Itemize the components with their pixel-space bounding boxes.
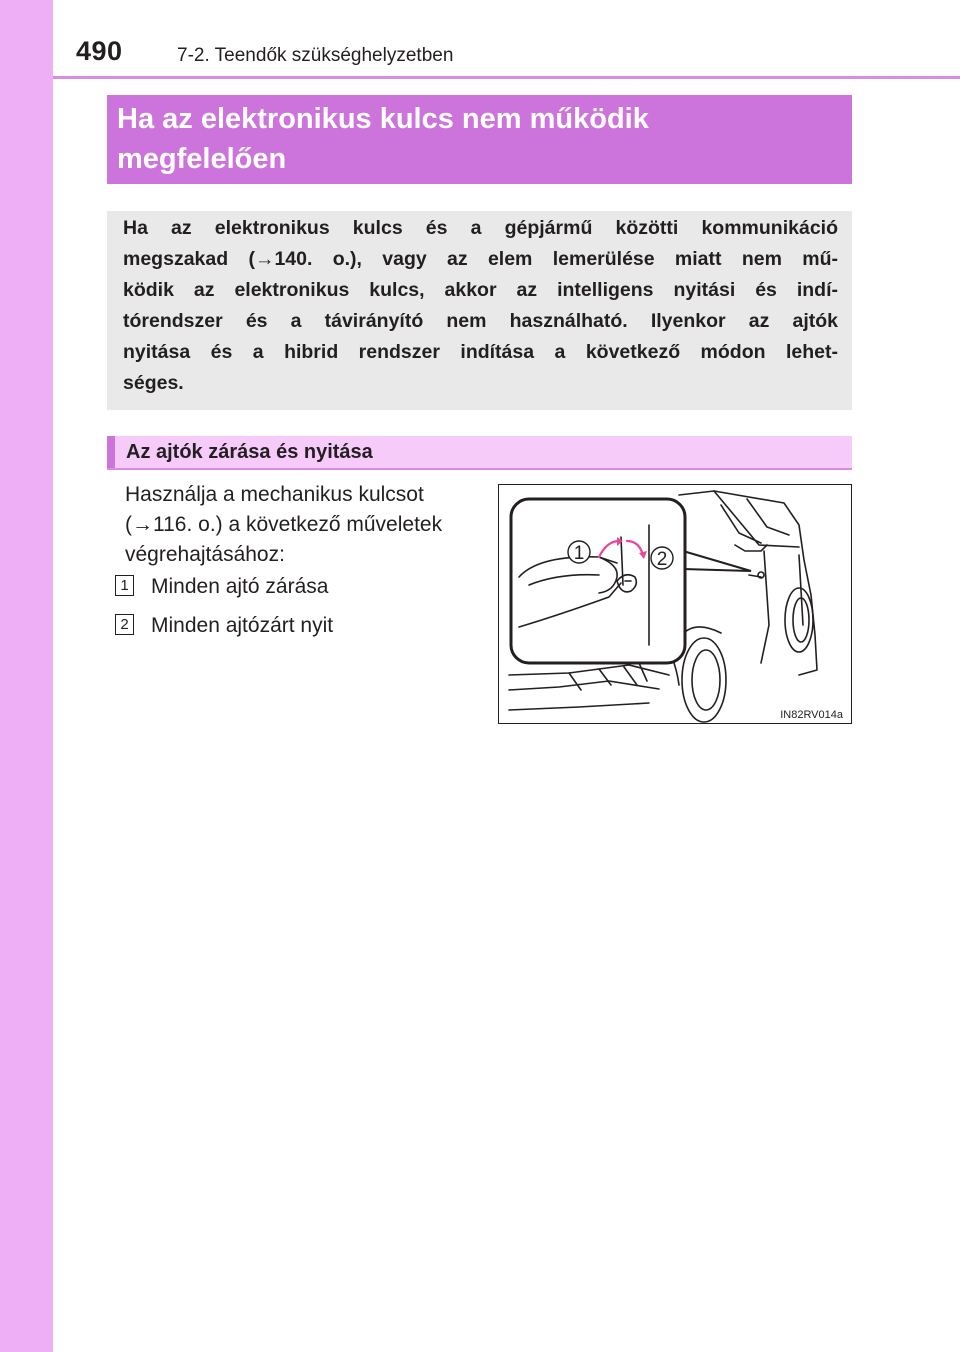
- intro-box: [107, 211, 852, 410]
- list-item-text: Minden ajtó zárása: [151, 575, 329, 598]
- body-line: Használja a mechanikus kulcsot: [125, 483, 424, 506]
- body-line: végrehajtásához:: [125, 543, 285, 566]
- step-number-badge: 2: [115, 614, 134, 635]
- heading-accent-bar: [107, 436, 115, 468]
- body-line: (→116. o.) a következő műveletek: [125, 513, 443, 536]
- list-item: [115, 575, 328, 599]
- running-title: 7-2. Teendők szükséghelyzetben: [177, 45, 454, 66]
- car-door-drawing: [499, 485, 852, 724]
- figure-code: IN82RV014a: [780, 709, 843, 721]
- callout-label-1: 1: [573, 543, 585, 564]
- callout-label-2: 2: [656, 549, 668, 570]
- side-color-strip: [0, 0, 53, 1352]
- door-lock-illustration: [498, 484, 852, 724]
- page-number: 490: [76, 36, 123, 66]
- intro-line: ködik az elektronikus kulcs, akkor az intelligens nyitási és indí-: [123, 279, 838, 301]
- intro-line: megszakad (→140. o.), vagy az elem lemerülése miatt nem mű-: [123, 248, 838, 270]
- header-rule: [53, 76, 960, 79]
- subsection-heading: [107, 436, 852, 470]
- intro-line: Ha az elektronikus kulcs és a gépjármű közötti kommunikáció: [123, 217, 838, 239]
- intro-line: nyitása és a hibrid rendszer indítása a következő módon lehet-: [123, 341, 838, 363]
- list-item: [115, 614, 333, 638]
- title-line-1: Ha az elektronikus kulcs nem működik: [117, 103, 649, 135]
- section-title-box: [107, 95, 852, 184]
- intro-line: séges.: [123, 372, 184, 394]
- subsection-title: Az ajtók zárása és nyitása: [126, 441, 373, 463]
- title-line-2: megfelelően: [117, 143, 287, 175]
- intro-line: tórendszer és a távirányító nem használható. Ilyenkor az ajtók: [123, 310, 838, 332]
- list-item-text: Minden ajtózárt nyit: [151, 614, 334, 637]
- step-number-badge: 1: [115, 575, 134, 596]
- body-paragraph: [125, 480, 442, 570]
